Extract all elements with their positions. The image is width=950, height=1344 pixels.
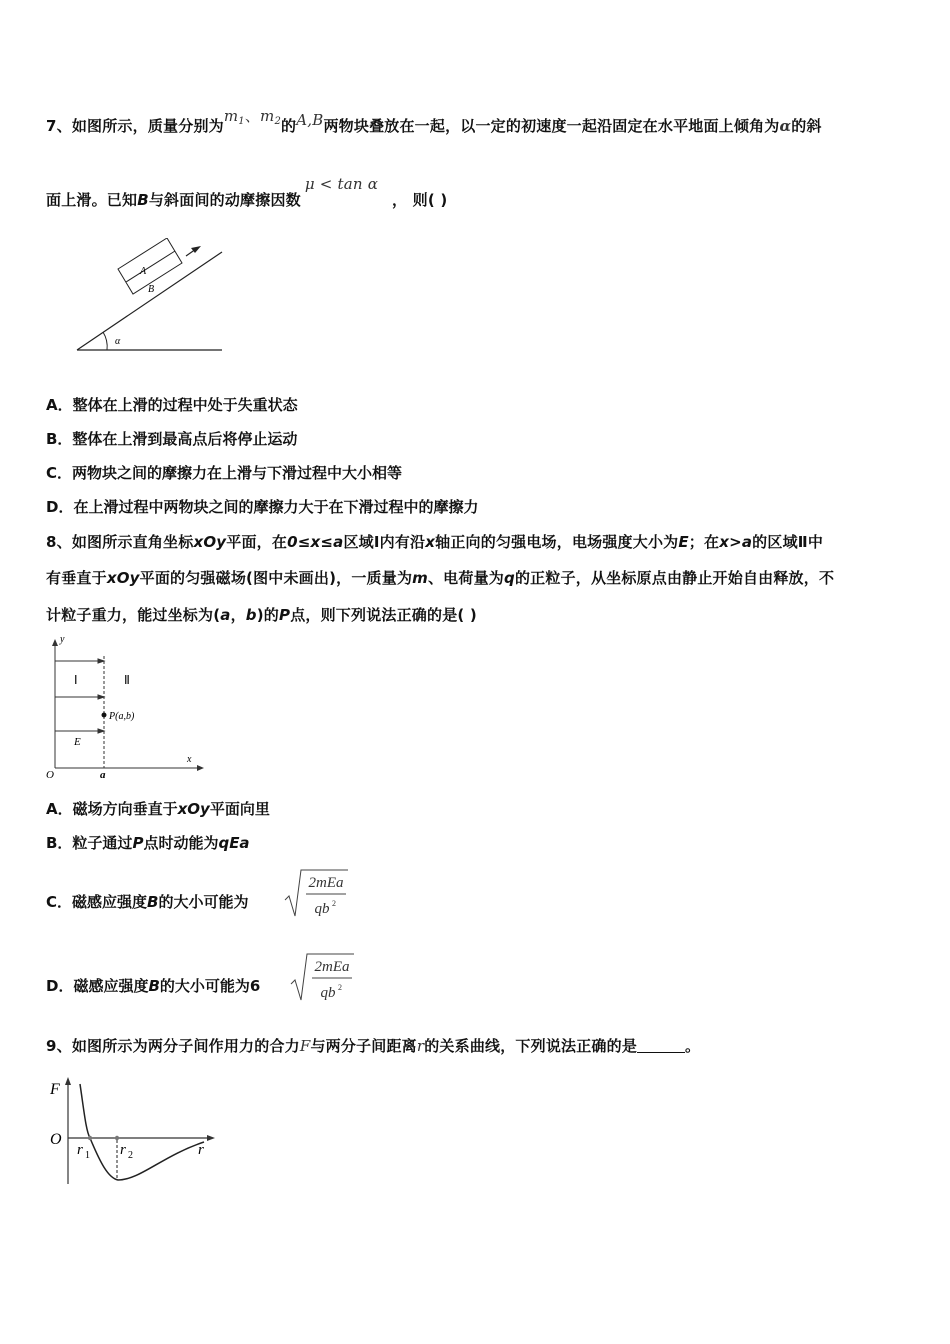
q8-option-a: A．磁场方向垂直于xOy平面向里 bbox=[46, 800, 270, 818]
angle-arc bbox=[103, 332, 107, 350]
r-arrow bbox=[207, 1135, 215, 1141]
q8-option-c: C．磁感应强度B的大小可能为 bbox=[46, 893, 249, 911]
d-exponent: 2 bbox=[338, 983, 342, 992]
y-arrow bbox=[52, 639, 58, 646]
label-x: x bbox=[187, 754, 192, 765]
label-f: F bbox=[50, 1081, 60, 1098]
x-arrow bbox=[197, 765, 204, 771]
label-region-1: Ⅰ bbox=[74, 673, 78, 687]
q7-option-b: B．整体在上滑到最高点后将停止运动 bbox=[46, 430, 298, 448]
q8-option-b: B．粒子通过P点时动能为qEa bbox=[46, 834, 250, 852]
q7-line-2: 面上滑。已知B与斜面间的动摩擦因数μ < tan α， 则( ) bbox=[46, 175, 448, 209]
label-r2: r bbox=[120, 1142, 126, 1158]
q8-line-1: 8、如图所示直角坐标xOy平面，在0≤x≤a区域Ⅰ内有沿x轴正向的匀强电场，电场强度大小为E；在x>a的区域Ⅱ中 bbox=[46, 533, 824, 551]
answer-blank[interactable] bbox=[637, 1038, 685, 1053]
label-e: E bbox=[74, 736, 81, 748]
q8-line-2: 有垂直于xOy平面的匀强磁场(图中未画出)，一质量为m、电荷量为q的正粒子，从坐标原点由静止开始自由释放，不 bbox=[46, 569, 835, 587]
field-lines bbox=[55, 659, 104, 733]
label-r2-sub: 2 bbox=[128, 1150, 133, 1161]
q7-line-1: 7、如图所示，质量分别为$m_1$、$m_2$的A,B两物块叠放在一起，以一定的初速度一起沿固定在水平地面上倾角为α的斜 bbox=[46, 107, 822, 135]
q8-line-3: 计粒子重力，能过坐标为(a，b)的P点，则下列说法正确的是( ) bbox=[46, 606, 477, 624]
d-denominator: qb bbox=[320, 985, 336, 1001]
label-region-2: Ⅱ bbox=[124, 673, 130, 687]
block-divider bbox=[126, 251, 175, 282]
q7-incline-figure bbox=[70, 238, 230, 358]
q7-option-c: C．两物块之间的摩擦力在上滑与下滑过程中大小相等 bbox=[46, 464, 403, 482]
label-o: O bbox=[46, 769, 54, 781]
force-curve bbox=[80, 1084, 204, 1180]
label-r1-sub: 1 bbox=[85, 1150, 90, 1161]
q8-option-c-formula bbox=[284, 866, 350, 924]
q9-force-curve-figure bbox=[44, 1076, 224, 1188]
point-r2 bbox=[115, 1136, 119, 1140]
f-arrow bbox=[65, 1077, 71, 1085]
q7-option-a: A．整体在上滑的过程中处于失重状态 bbox=[46, 396, 298, 414]
c-exponent: 2 bbox=[332, 899, 336, 908]
label-a: a bbox=[100, 769, 106, 781]
label-p: P(a,b) bbox=[109, 711, 135, 722]
label-y: y bbox=[60, 636, 65, 645]
label-b: B bbox=[148, 284, 155, 295]
d-numerator: 2mEa bbox=[314, 959, 350, 975]
label-r: r bbox=[198, 1142, 204, 1158]
q8-option-d-formula bbox=[290, 950, 356, 1008]
label-a: A bbox=[140, 266, 147, 277]
q9-line-1: 9、如图所示为两分子间作用力的合力F与两分子间距离r的关系曲线，下列说法正确的是 。 bbox=[46, 1037, 701, 1055]
q8-option-d: D．磁感应强度B的大小可能为6 bbox=[46, 977, 261, 995]
point-r1 bbox=[88, 1136, 92, 1140]
label-r1: r bbox=[77, 1142, 83, 1158]
q7-option-d: D．在上滑过程中两物块之间的摩擦力大于在下滑过程中的摩擦力 bbox=[46, 498, 479, 516]
c-numerator: 2mEa bbox=[308, 875, 344, 891]
label-alpha: α bbox=[115, 336, 121, 347]
point-p bbox=[102, 713, 107, 718]
c-denominator: qb bbox=[314, 901, 330, 917]
q8-field-figure bbox=[44, 636, 214, 781]
label-o: O bbox=[50, 1131, 62, 1148]
